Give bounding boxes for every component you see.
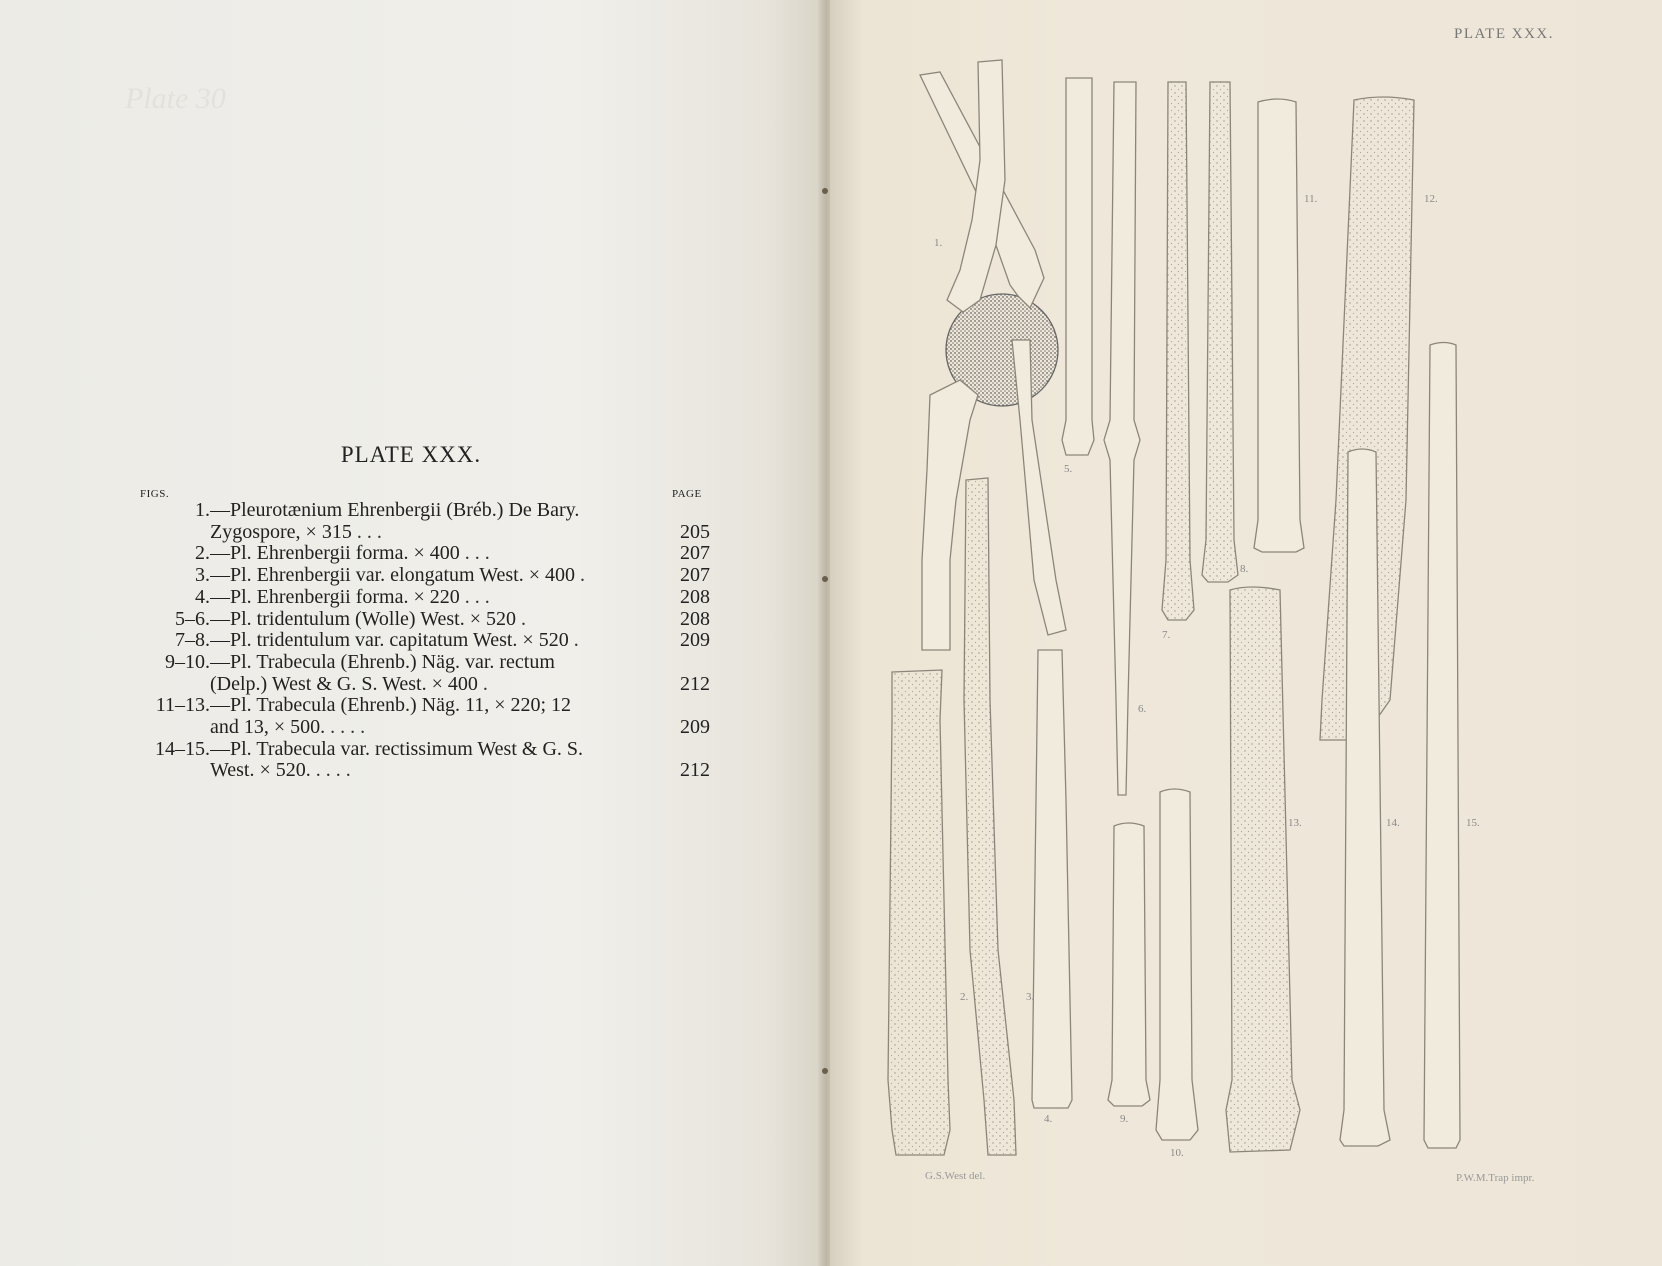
- legend-page-number: [670, 739, 710, 761]
- figure-label: 1.: [934, 237, 943, 249]
- plate-title: PLATE XXX.: [340, 442, 482, 467]
- dot-leader: . . . .: [315, 760, 351, 782]
- legend-description: West. × 520. . . . .: [210, 760, 351, 782]
- legend-fig-number: 2.: [195, 542, 210, 565]
- plate-header: PLATE XXX.: [1454, 26, 1554, 42]
- legend-description: —Pl. tridentulum var. capitatum West. × 520 .: [210, 630, 579, 652]
- legend-description: —Pl. tridentulum (Wolle) West. × 520 .: [210, 608, 526, 630]
- legend-description: —Pl. Trabecula var. rectissimum West & G. S.: [210, 738, 584, 760]
- legend-description: —Pl. Trabecula (Ehrenb.) Näg. var. rectum: [210, 651, 555, 673]
- figure-label: 6.: [1138, 703, 1147, 715]
- dot-leader: .: [482, 673, 488, 695]
- figure-label: 13.: [1288, 817, 1302, 829]
- dot-leader: .: [573, 630, 579, 652]
- specimen-plate-illustration: [830, 0, 1662, 1266]
- binding-stitch: [822, 188, 828, 194]
- figure-label: 12.: [1424, 193, 1438, 205]
- legend-description: —Pl. Ehrenbergii forma. × 400 . . .: [210, 543, 490, 565]
- legend-fig-number: [110, 674, 210, 696]
- legend-description: (Delp.) West & G. S. West. × 400 .: [210, 673, 488, 695]
- dot-leader: . . .: [464, 543, 490, 565]
- legend-description: and 13, × 500. . . . .: [210, 717, 366, 739]
- figure-label: 10.: [1170, 1147, 1184, 1159]
- legend-description: —Pl. Ehrenbergii var. elongatum West. × 400 .: [210, 565, 585, 587]
- legend-row: [110, 609, 710, 631]
- legend-row: [110, 522, 710, 544]
- legend-fig-number: [110, 522, 210, 544]
- page-column-header: PAGE: [672, 488, 702, 500]
- legend-row: [110, 543, 710, 565]
- legend-description: —Pl. Trabecula (Ehrenb.) Näg. 11, × 220; 12: [210, 695, 572, 717]
- legend-page-number: 207: [680, 542, 710, 565]
- legend-fig-number: 9–10.: [165, 650, 210, 673]
- figure-legend: [110, 500, 710, 782]
- legend-page-number: 212: [680, 672, 710, 695]
- legend-fig-number: 11–13.: [155, 694, 210, 717]
- figure-label: 5.: [1064, 463, 1073, 475]
- legend-row: [110, 630, 710, 652]
- legend-page-number: 208: [680, 585, 710, 608]
- legend-fig-number: 4.: [195, 585, 210, 608]
- figure-label: 2.: [960, 991, 969, 1003]
- figure-label: 4.: [1044, 1113, 1053, 1125]
- legend-fig-number: 3.: [195, 564, 210, 587]
- binding-stitch: [822, 1068, 828, 1074]
- legend-row: [110, 652, 710, 674]
- legend-page-number: 209: [680, 629, 710, 652]
- figure-label: 7.: [1162, 629, 1171, 641]
- legend-fig-number: [110, 760, 210, 782]
- legend-row: [110, 500, 710, 522]
- legend-page-number: 209: [680, 716, 710, 739]
- legend-description: —Pl. Ehrenbergii forma. × 220 . . .: [210, 586, 490, 608]
- legend-page-number: 205: [680, 520, 710, 543]
- legend-row: [110, 717, 710, 739]
- artist-credit: G.S.West del.: [925, 1170, 986, 1182]
- dot-leader: . . .: [356, 521, 382, 543]
- legend-fig-number: 5–6.: [175, 607, 210, 630]
- figs-column-header: FIGS.: [140, 488, 170, 500]
- legend-row: [110, 695, 710, 717]
- figure-label: 15.: [1466, 817, 1480, 829]
- figure-label: 3.: [1026, 991, 1035, 1003]
- dot-leader: . . .: [464, 586, 490, 608]
- legend-row: [110, 587, 710, 609]
- legend-page-number: [670, 500, 710, 522]
- figure-label: 8.: [1240, 563, 1249, 575]
- legend-fig-number: [110, 717, 210, 739]
- dot-leader: . . . .: [330, 717, 366, 739]
- binding-stitch: [822, 576, 828, 582]
- figure-label: 9.: [1120, 1113, 1129, 1125]
- legend-page-number: 207: [680, 564, 710, 587]
- legend-page-number: [670, 695, 710, 717]
- left-page: [0, 0, 822, 1266]
- legend-fig-number: 1.: [195, 499, 210, 521]
- printer-credit: P.W.M.Trap impr.: [1456, 1172, 1535, 1184]
- legend-row: [110, 565, 710, 587]
- dot-leader: .: [521, 608, 526, 630]
- legend-page-number: [670, 652, 710, 674]
- figure-label: 11.: [1304, 193, 1318, 205]
- figure-label: 14.: [1386, 817, 1400, 829]
- dot-leader: .: [580, 565, 585, 587]
- legend-description: Zygospore, × 315 . . .: [210, 521, 382, 543]
- legend-page-number: 212: [680, 759, 710, 782]
- ghost-watermark: Plate 30: [125, 82, 226, 115]
- legend-description: —Pleurotænium Ehrenbergii (Bréb.) De Bary.: [210, 500, 580, 521]
- legend-row: [110, 674, 710, 696]
- legend-fig-number: 14–15.: [155, 737, 210, 760]
- legend-row: [110, 739, 710, 761]
- legend-fig-number: 7–8.: [175, 629, 210, 652]
- legend-page-number: 208: [680, 607, 710, 630]
- legend-row: [110, 760, 710, 782]
